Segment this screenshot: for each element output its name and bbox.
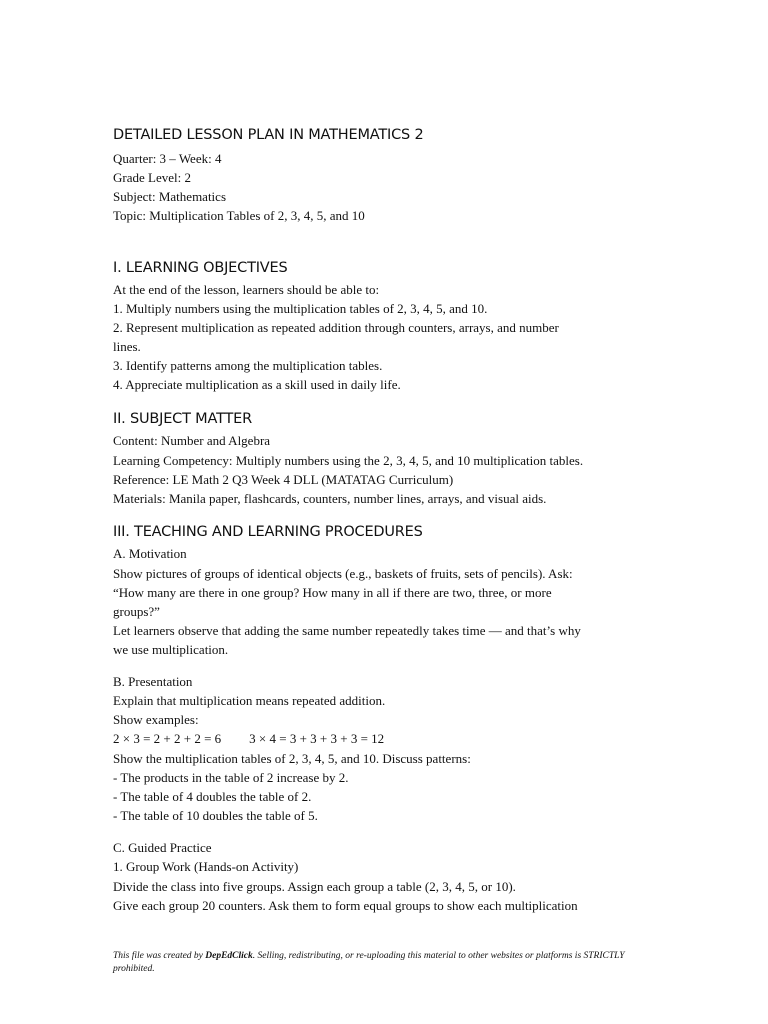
subject-matter-line: Content: Number and Algebra: [113, 433, 271, 448]
subject-matter-line: Learning Competency: Multiply numbers using the 2, 3, 4, 5, and 10 multiplication tables.: [113, 453, 584, 468]
presentation-examples: [113, 731, 384, 747]
motivation-line: Show pictures of groups of identical objects (e.g., baskets of fruits, sets of pencils). Ask:: [113, 566, 573, 581]
objectives-line: 4. Appreciate multiplication as a skill used in daily life.: [113, 377, 401, 392]
subject-matter-heading: II. SUBJECT MATTER: [113, 411, 252, 427]
grade-level-line: Grade Level: 2: [113, 170, 191, 185]
presentation-line: - The table of 4 doubles the table of 2.: [113, 789, 312, 804]
example-2x3: 2 × 3 = 2 + 2 + 2 = 6: [113, 731, 222, 746]
presentation-line: Show examples:: [113, 712, 199, 727]
motivation-line: A. Motivation: [113, 546, 187, 561]
example-3x4: 3 × 4 = 3 + 3 + 3 + 3 = 12: [249, 731, 385, 746]
guided-practice-line: C. Guided Practice: [113, 840, 212, 855]
presentation-line: - The table of 10 doubles the table of 5.: [113, 808, 318, 823]
objectives-line: At the end of the lesson, learners should be able to:: [113, 282, 380, 297]
presentation-line: Show the multiplication tables of 2, 3, 4, 5, and 10. Discuss patterns:: [113, 751, 471, 766]
objectives-line: 1. Multiply numbers using the multiplication tables of 2, 3, 4, 5, and 10.: [113, 301, 488, 316]
motivation-line: “How many are there in one group? How many in all if there are two, three, or more: [113, 585, 552, 600]
objectives-line: 3. Identify patterns among the multiplication tables.: [113, 358, 383, 373]
quarter-week-line: Quarter: 3 – Week: 4: [113, 151, 222, 166]
motivation-line: Let learners observe that adding the same number repeatedly takes time — and that’s why: [113, 623, 581, 638]
presentation-line: - The products in the table of 2 increase by 2.: [113, 770, 349, 785]
guided-practice-line: Divide the class into five groups. Assign each group a table (2, 3, 4, 5, or 10).: [113, 879, 516, 894]
copyright-footer: This file was created by DepEdClick. Selling, redistributing, or re-uploading this material to other websites or platforms is STRICTLY prohibited.: [113, 951, 625, 974]
brand-name: DepEdClick: [205, 951, 253, 961]
procedures-heading: III. TEACHING AND LEARNING PROCEDURES: [113, 524, 423, 540]
subject-matter-line: Reference: LE Math 2 Q3 Week 4 DLL (MATATAG Curriculum): [113, 472, 454, 487]
motivation-line: we use multiplication.: [113, 642, 229, 657]
objectives-line: 2. Represent multiplication as repeated addition through counters, arrays, and number: [113, 320, 559, 335]
subject-matter-line: Materials: Manila paper, flashcards, counters, number lines, arrays, and visual aids.: [113, 491, 547, 506]
objectives-heading: I. LEARNING OBJECTIVES: [113, 260, 288, 276]
topic-line: Topic: Multiplication Tables of 2, 3, 4, 5, and 10: [113, 208, 365, 223]
motivation-line: groups?”: [113, 604, 160, 619]
document-title: DETAILED LESSON PLAN IN MATHEMATICS 2: [113, 127, 424, 143]
presentation-line: Explain that multiplication means repeated addition.: [113, 693, 386, 708]
subject-line: Subject: Mathematics: [113, 189, 227, 204]
guided-practice-line: 1. Group Work (Hands-on Activity): [113, 859, 299, 874]
presentation-line: B. Presentation: [113, 674, 193, 689]
objectives-line: lines.: [113, 339, 141, 354]
guided-practice-line: Give each group 20 counters. Ask them to form equal groups to show each multiplication: [113, 898, 578, 913]
